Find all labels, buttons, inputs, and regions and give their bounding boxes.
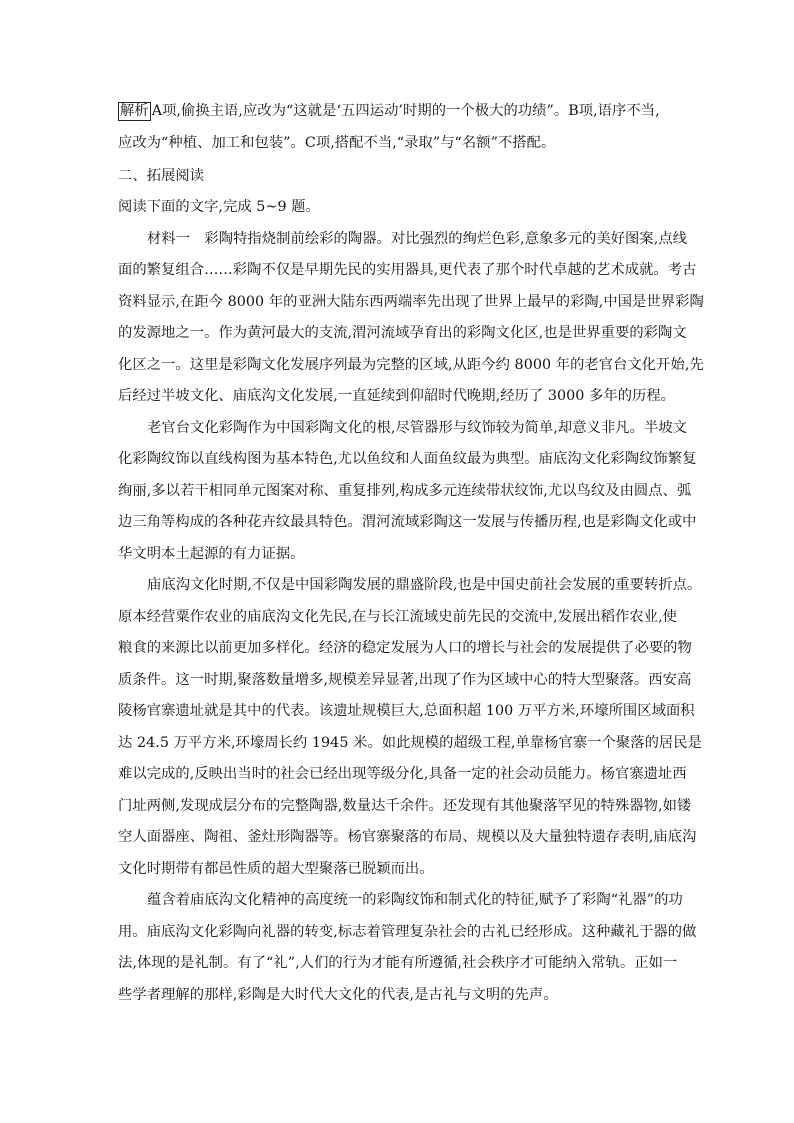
p1-line-5: 化区之一。这里是彩陶文化发展序列最为完整的区域,从距今约 8000 年的老官台文化开始,先 — [118, 357, 704, 373]
p1-line-1: 材料一 彩陶特指烧制前绘彩的陶器。对比强烈的绚烂色彩,意象多元的美好图案,点线 — [147, 231, 688, 247]
answer-line-2: 应改为“种植、加工和包装”。C项,搭配不当,“录取”与“名额”不搭配。 — [118, 135, 556, 151]
p4-line-4: 些学者理解的那样,彩陶是大时代大文化的代表,是古礼与文明的先声。 — [118, 987, 558, 1003]
p3-line-8: 门址两侧,发现成层分布的完整陶器,数量达千余件。还发现有其他聚落罕见的特殊器物,如镂 — [118, 798, 692, 814]
answer-line-1 — [118, 101, 660, 121]
p2-line-3: 绚丽,多以若干相同单元图案对称、重复排列,构成多元连续带状纹饰,尤以鸟纹及由圆点、弧 — [118, 483, 692, 499]
p2-line-4: 边三角等构成的各种花卉纹最具特色。渭河流域彩陶这一发展与传播历程,也是彩陶文化或中 — [118, 514, 697, 530]
p1-line-3: 资料显示,在距今 8000 年的亚洲大陆东西两端率先出现了世界上最早的彩陶,中国是世界彩陶 — [118, 294, 704, 310]
p3-line-7: 难以完成的,反映出当时的社会已经出现等级分化,具备一定的社会动员能力。杨官寨遗址西 — [118, 766, 687, 782]
p4-line-2: 用。庙底沟文化彩陶向礼器的转变,标志着管理复杂社会的古礼已经形成。这种藏礼于器的做 — [118, 924, 697, 940]
p2-line-5: 华文明本土起源的有力证据。 — [118, 546, 305, 562]
p2-line-2: 化彩陶纹饰以直线构图为基本特色,尤以鱼纹和人面鱼纹最为典型。庙底沟文化彩陶纹饰繁复 — [118, 451, 697, 467]
p3-line-1: 庙底沟文化时期,不仅是中国彩陶发展的鼎盛阶段,也是中国史前社会发展的重要转折点。 — [147, 577, 702, 593]
p3-line-10: 文化时期带有都邑性质的超大型聚落已脱颖而出。 — [118, 861, 434, 877]
answer-text-1: A项,偷换主语,应改为“这就是‘五四运动’时期的一个极大的功绩”。B项,语序不当, — [151, 103, 660, 119]
p1-line-2: 面的繁复组合……彩陶不仅是早期先民的实用器具,更代表了那个时代卓越的艺术成就。考古 — [118, 262, 697, 278]
answer-tag: 解析 — [120, 103, 149, 119]
p3-line-6: 达 24.5 万平方米,环壕周长约 1945 米。如此规模的超级工程,单靠杨官寨一个聚落的居民是 — [118, 735, 702, 751]
p4-line-1: 蕴含着庙底沟文化精神的高度统一的彩陶纹饰和制式化的特征,赋予了彩陶“礼器”的功 — [147, 892, 683, 908]
p3-line-5: 陵杨官寨遗址就是其中的代表。该遗址规模巨大,总面积超 100 万平方米,环壕所围区域面积 — [118, 703, 695, 719]
p2-line-1: 老官台文化彩陶作为中国彩陶文化的根,尽管器形与纹饰较为简单,却意义非凡。半坡文 — [147, 420, 688, 436]
p3-line-4: 质条件。这一时期,聚落数量增多,规模差异显著,出现了作为区域中心的特大型聚落。西安高 — [118, 672, 692, 688]
section-title: 二、拓展阅读 — [118, 168, 205, 184]
p1-line-6: 后经过半坡文化、庙底沟文化发展,一直延续到仰韶时代晚期,经历了 3000 多年的历程。 — [118, 388, 676, 404]
p3-line-3: 粮食的来源比以前更加多样化。经济的稳定发展为人口的增长与社会的发展提供了必要的物 — [118, 640, 692, 656]
p4-line-3: 法,体现的是礼制。有了“礼”,人们的行为才能有所遵循,社会秩序才可能纳入常轨。正如一 — [118, 955, 678, 971]
p3-line-2: 原本经营粟作农业的庙底沟文化先民,在与长江流域史前先民的交流中,发展出稻作农业,使 — [118, 609, 677, 625]
instruction: 阅读下面的文字,完成 5~9 题。 — [118, 199, 320, 215]
p3-line-9: 空人面器座、陶祖、釜灶形陶器等。杨官寨聚落的布局、规模以及大量独特遗存表明,庙底沟 — [118, 829, 697, 845]
p1-line-4: 的发源地之一。作为黄河最大的支流,渭河流域孕育出的彩陶文化区,也是世界重要的彩陶文 — [118, 325, 687, 341]
